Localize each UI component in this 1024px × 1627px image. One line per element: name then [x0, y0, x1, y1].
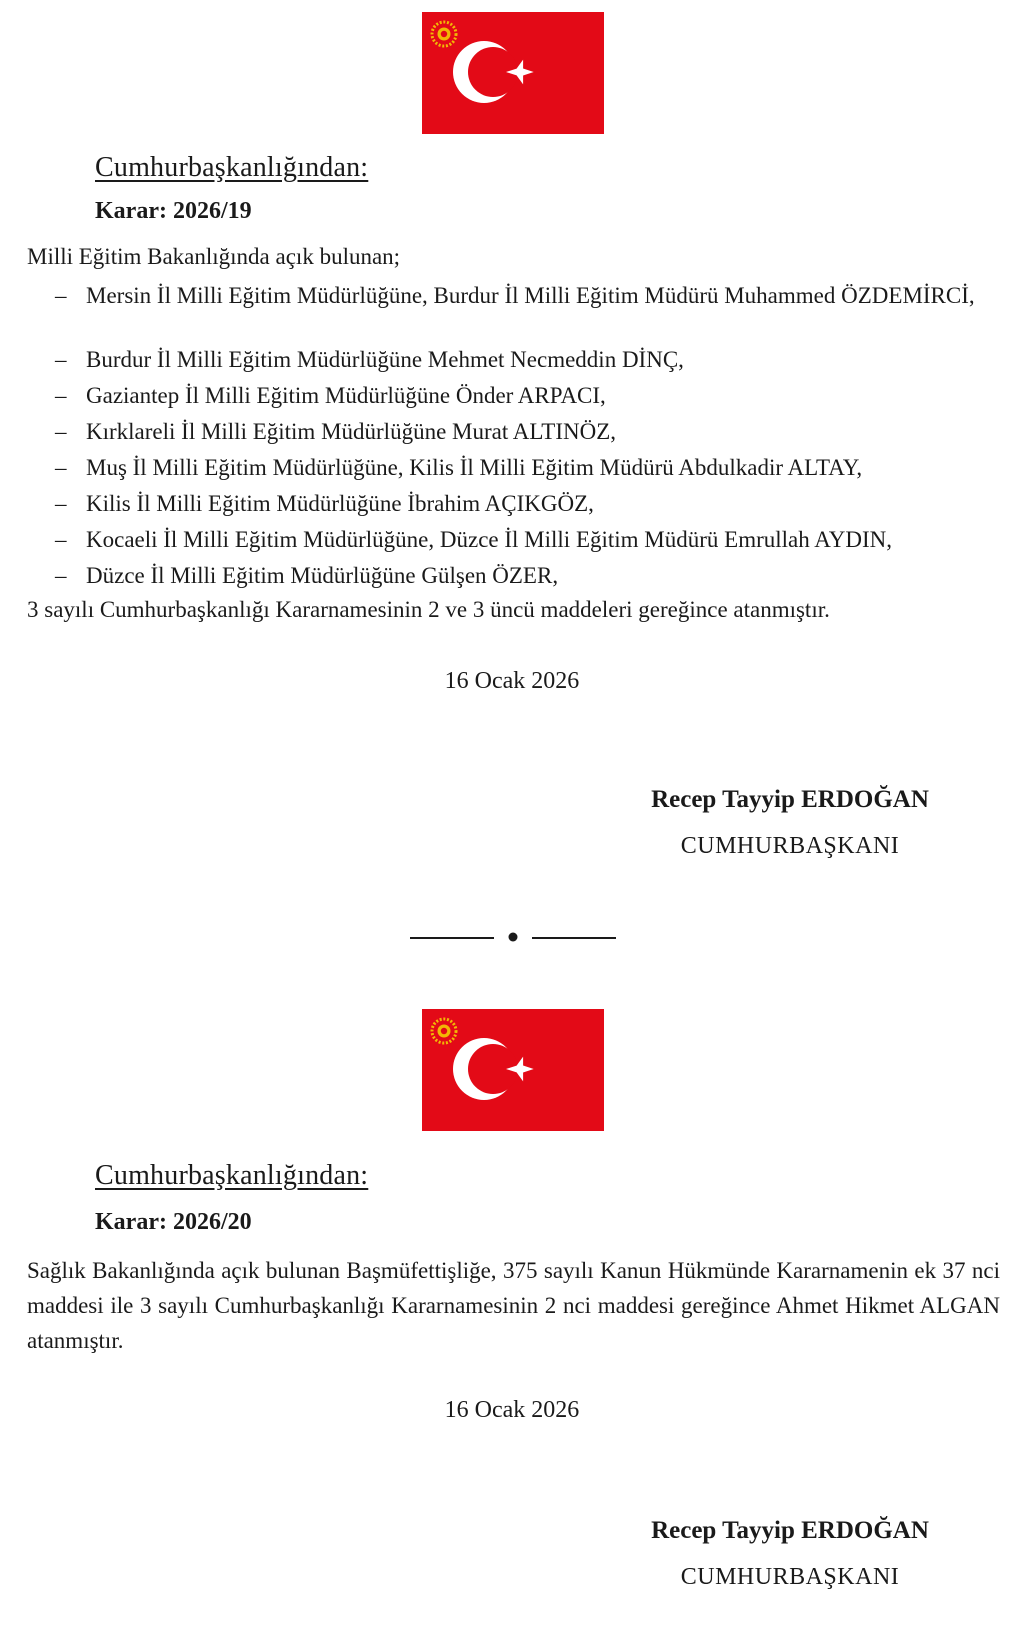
list-item — [55, 279, 1000, 347]
dash-bullet: – — [55, 283, 67, 308]
issuer-heading: Cumhurbaşkanlığından: — [95, 1160, 369, 1191]
decree-date: 16 Ocak 2026 — [444, 1397, 580, 1423]
dash-bullet: – — [55, 527, 67, 552]
dash-bullet: – — [55, 419, 67, 444]
list-item-text: Muş İl Milli Eğitim Müdürlüğüne, Kilis İl Milli Eğitim Müdürü Abdulkadir ALTAY, — [86, 455, 863, 480]
list-item-text: Kocaeli İl Milli Eğitim Müdürlüğüne, Düzce İl Milli Eğitim Müdürü Emrullah AYDIN, — [86, 527, 892, 552]
list-item — [55, 491, 1000, 527]
dash-bullet: – — [55, 491, 67, 516]
list-item-text: Mersin İl Milli Eğitim Müdürlüğüne, Burdur İl Milli Eğitim Müdürü Muhammed ÖZDEMİRCİ, — [86, 283, 975, 308]
issuer-heading: Cumhurbaşkanlığından: — [95, 152, 369, 183]
decree-date: 16 Ocak 2026 — [444, 668, 580, 694]
signatory-name: Recep Tayyip ERDOĞAN — [651, 1517, 929, 1544]
appointment-list — [55, 279, 1000, 599]
signatory-title: CUMHURBAŞKANI — [680, 1564, 900, 1590]
signatory-title: CUMHURBAŞKANI — [680, 833, 900, 859]
list-item-text: Gaziantep İl Milli Eğitim Müdürlüğüne Önder ARPACI, — [86, 383, 606, 408]
list-item — [55, 347, 1000, 383]
turkish-flag-icon — [422, 12, 604, 134]
list-item — [55, 455, 1000, 491]
list-item-text: Düzce İl Milli Eğitim Müdürlüğüne Gülşen ÖZER, — [86, 563, 559, 588]
body-text: Sağlık Bakanlığında açık bulunan Başmüfettişliğe, 375 sayılı Kanun Hükmünde Kararnamenin ek 37 nci maddesi ile 3 sayılı Cumhurbaşkanlığı Kararnamesinin 2 nci maddesi gereğince Ahmet Hikmet ALGAN atanmıştır. — [27, 1258, 1000, 1353]
intro-text: Milli Eğitim Bakanlığında açık bulunan; — [27, 244, 401, 269]
separator-icon — [410, 929, 616, 943]
signatory-name: Recep Tayyip ERDOĞAN — [651, 786, 929, 813]
turkish-flag-icon — [422, 1009, 604, 1131]
list-item-text: Kilis İl Milli Eğitim Müdürlüğüne İbrahim AÇIKGÖZ, — [86, 491, 594, 516]
list-item — [55, 383, 1000, 419]
list-item — [55, 419, 1000, 455]
dash-bullet: – — [55, 347, 67, 372]
list-item-text: Burdur İl Milli Eğitim Müdürlüğüne Mehmet Necmeddin DİNÇ, — [86, 347, 684, 372]
list-item — [55, 527, 1000, 563]
list-item-text: Kırklareli İl Milli Eğitim Müdürlüğüne Murat ALTINÖZ, — [86, 419, 616, 444]
closing-text: 3 sayılı Cumhurbaşkanlığı Kararnamesinin 2 ve 3 üncü maddeleri gereğince atanmıştır. — [27, 597, 830, 622]
decision-number: Karar: 2026/19 — [95, 198, 252, 224]
dash-bullet: – — [55, 455, 67, 480]
dash-bullet: – — [55, 563, 67, 588]
decision-number: Karar: 2026/20 — [95, 1209, 252, 1235]
list-item — [55, 563, 1000, 599]
dash-bullet: – — [55, 383, 67, 408]
